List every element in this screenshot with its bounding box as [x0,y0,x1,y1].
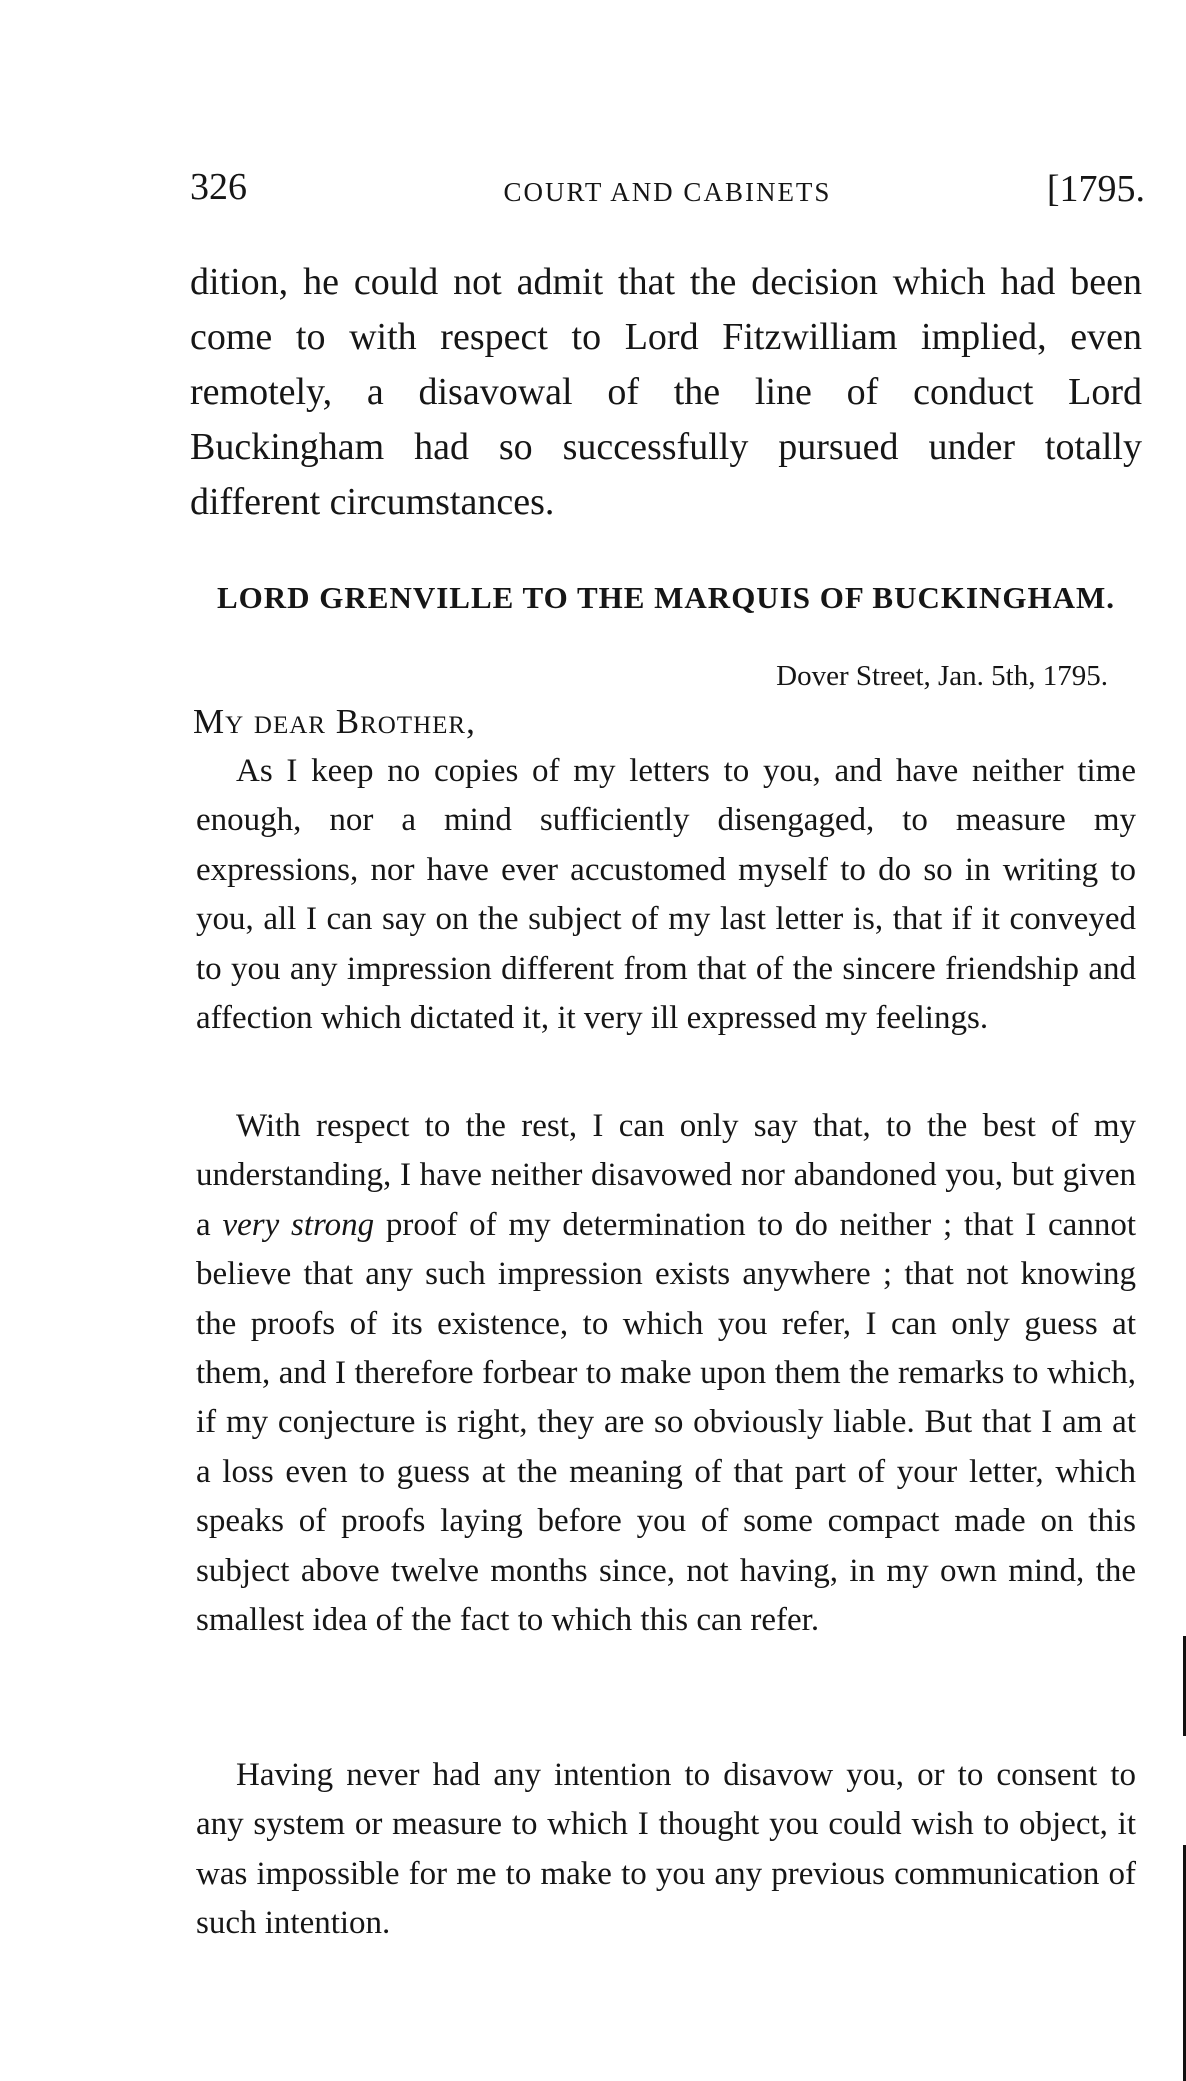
page-number: 326 [190,166,247,208]
continuation-paragraph: dition, he could not admit that the decision which had been come to with respect to Lord Fitzwilliam implied, even remotely, a disavowal of the line of conduct Lord Buckingham had so successfully pursued under totally different circumstances. [190,261,1142,523]
letter-paragraph-3: Having never had any intention to disavow you, or to consent to any system or measure to which I thought you could wish to object, it was impossible for me to make to you any previous communication of such intention. [196,1757,1136,1942]
running-title: COURT AND CABINETS [503,177,832,207]
letter-paragraph-2-emphasis: very strong [222,1206,375,1243]
running-head [190,165,1145,215]
letter-dateline: Dover Street, Jan. 5th, 1795. [776,660,1108,692]
letter-salutation: My dear Brother, [193,702,476,741]
letter-paragraph-2 [196,1102,1136,1645]
letter-paragraph-1: As I keep no copies of my letters to you, and have neither time enough, nor a mind sufficiently disengaged, to measure my expressions, nor have ever accustomed myself to do so in writing to you, all I can say on the subject of my last letter is, that if it conveyed to you any impression different from that of the sincere friendship and affection which dictated it, it very ill expressed my feelings. [196,753,1136,1037]
letter-paragraph-2-end: proof of my determination to do neither ; that I cannot believe that any such impression exists anywhere ; that not knowing the proofs of its existence, to which you refer, I can only guess at them, and I therefore forbear to make upon them the remarks to which, if my conjecture is right, they are so obviously liable. But that I am at a loss even to guess at the meaning of that part of your letter, which speaks of proofs laying before you of some compact made on this subject above twelve months since, not having, in my own mind, the smallest idea of the fact to which this can refer. [196,1206,1136,1639]
letter-heading: LORD GRENVILLE TO THE MARQUIS OF BUCKINGHAM. [216,580,1116,615]
running-year: [1795. [1046,168,1145,210]
letter-paragraph-2-start: With respect to the rest, I can only say that, to the best of my understanding, I have neither disavowed nor abandoned you, but given a [196,1108,1136,1243]
